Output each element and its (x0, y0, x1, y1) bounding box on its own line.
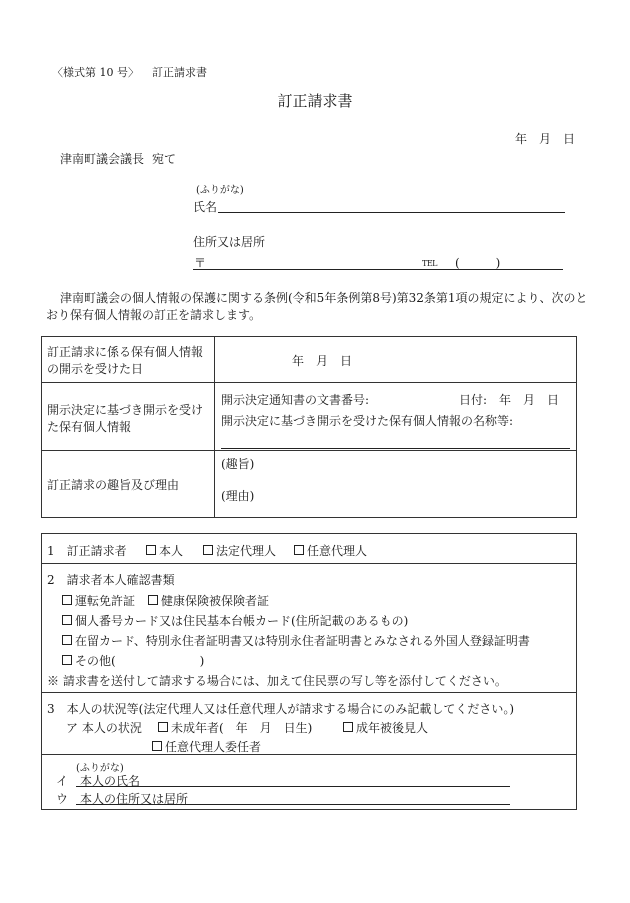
doc-date-label: 日付: 年 月 日 (459, 393, 560, 407)
checkbox[interactable] (146, 545, 156, 555)
status-delegator[interactable]: 任意代理人委任者 (152, 738, 261, 755)
table-divider (214, 336, 215, 518)
checkbox[interactable] (62, 635, 72, 645)
row3-label: 訂正請求の趣旨及び理由 (47, 478, 180, 492)
table-row-divider (41, 382, 577, 383)
row1-date[interactable]: 年 月 日 (292, 354, 353, 368)
tel-paren: ( ) (455, 256, 501, 270)
name-label: 氏名 (193, 200, 218, 214)
checkbox[interactable] (343, 722, 353, 732)
option-self[interactable]: 本人 (146, 542, 183, 559)
addressee: 津南町議会議長 (60, 152, 145, 166)
name-field[interactable] (218, 212, 565, 213)
section-divider (41, 563, 577, 564)
section-divider (41, 754, 577, 755)
row1-label-1: 訂正請求に係る保有個人情報 (47, 345, 204, 359)
status-minor[interactable]: 未成年者( 年 月 日生) (158, 719, 312, 736)
row2-label-1: 開示決定に基づき開示を受け (47, 403, 204, 417)
doc-health-insurance[interactable]: 健康保険被保険者証 (148, 592, 269, 609)
row1-label-2: の開示を受けた日 (47, 362, 144, 376)
sec3-furigana: (ふりがな) (76, 763, 124, 774)
principal-name-field[interactable] (76, 786, 510, 787)
status-adult-ward[interactable]: 成年被後見人 (343, 719, 428, 736)
checkbox[interactable] (152, 741, 162, 751)
purpose-label: (趣旨) (221, 457, 255, 471)
disclosed-info-name-field[interactable] (221, 448, 570, 449)
sec2-note: ※ 請求書を送付して請求する場合には、加えて住民票の写し等を添付してください。 (47, 674, 507, 688)
sec3-status-label: ア 本人の状況 (66, 721, 142, 735)
intro-line-2: おり保有個人情報の訂正を請求します。 (46, 308, 262, 322)
page-title: 訂正請求書 (277, 92, 353, 110)
checkbox[interactable] (294, 545, 304, 555)
intro-line-1: 津南町議会の個人情報の保護に関する条例(令和5年条例第8号)第32条第1項の規定により、次のと (60, 291, 588, 305)
address-field[interactable] (193, 269, 563, 270)
sec3-address-label: ウ 本人の住所又は居所 (56, 792, 189, 806)
sec3-title: 3 本人の状況等(法定代理人又は任意代理人が請求する場合にのみ記載してください。) (47, 702, 515, 716)
principal-address-field[interactable] (76, 804, 510, 805)
sec1-label: 1 訂正請求者 (47, 544, 127, 558)
checkbox[interactable] (203, 545, 213, 555)
date-line: 年 月 日 (515, 132, 576, 146)
table-row-divider (41, 450, 577, 451)
doc-residence-card[interactable]: 在留カード、特別永住者証明書又は特別永住者証明書とみなされる外国人登録証明書 (62, 632, 530, 649)
doc-number-label: 開示決定通知書の文書番号: (221, 393, 370, 407)
address-label: 住所又は居所 (193, 235, 266, 249)
option-legal-agent[interactable]: 法定代理人 (203, 542, 276, 559)
reason-label: (理由) (221, 489, 255, 503)
checkbox[interactable] (158, 722, 168, 732)
form-caption: 訂正請求書 (152, 66, 207, 79)
row2-label-2: た保有個人情報 (47, 420, 132, 434)
checkbox[interactable] (62, 595, 72, 605)
sec2-title: 2 請求者本人確認書類 (47, 573, 175, 587)
postal-mark: 〒 (194, 256, 207, 270)
addressee-suffix: 宛て (152, 152, 177, 166)
doc-other[interactable]: その他( ) (62, 652, 204, 669)
checkbox[interactable] (62, 615, 72, 625)
section-divider (41, 692, 577, 693)
furigana-label: (ふりがな) (196, 185, 244, 196)
doc-drivers-license[interactable]: 運転免許証 (62, 592, 135, 609)
checkbox[interactable] (62, 655, 72, 665)
option-voluntary-agent[interactable]: 任意代理人 (294, 542, 367, 559)
tel-label: TEL (422, 259, 437, 268)
sec3-name-label: イ 本人の氏名 (56, 774, 141, 788)
disclosed-info-name-label: 開示決定に基づき開示を受けた保有個人情報の名称等: (221, 414, 514, 428)
checkbox[interactable] (148, 595, 158, 605)
doc-mynumber-card[interactable]: 個人番号カード又は住民基本台帳カード(住所記載のあるもの) (62, 612, 408, 629)
form-number: 〈様式第 10 号〉 (52, 66, 139, 79)
